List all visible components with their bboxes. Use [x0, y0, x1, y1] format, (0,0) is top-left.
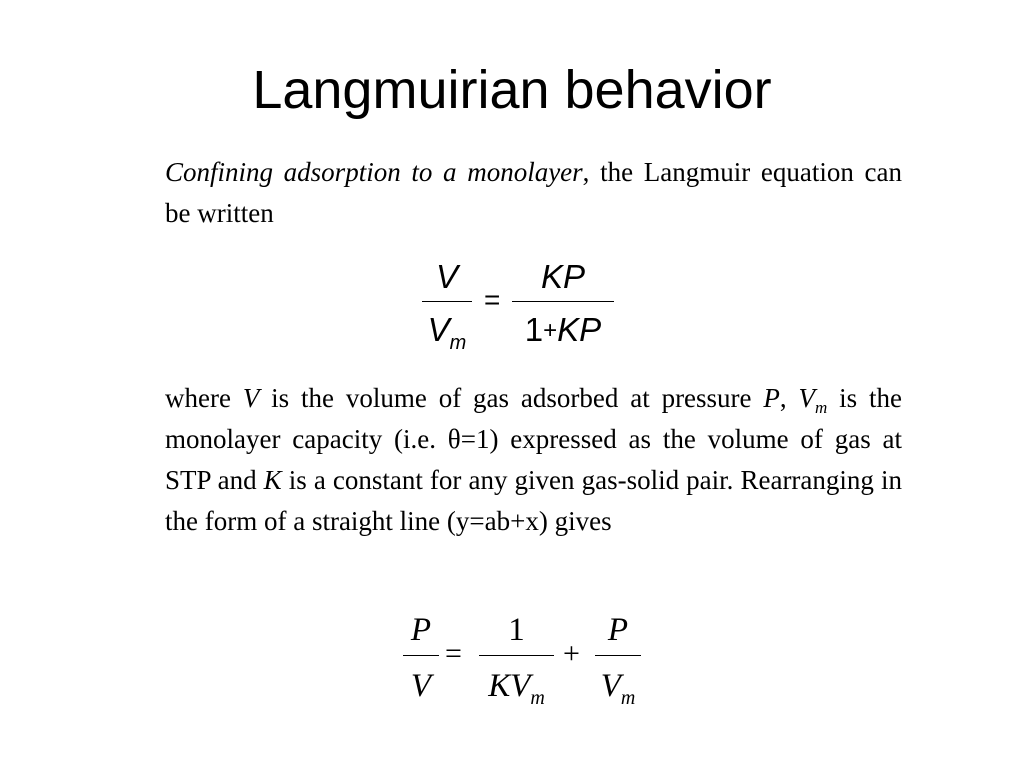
equals-sign: = — [445, 637, 462, 670]
lhs-fraction — [403, 610, 439, 710]
rhs-fraction — [595, 610, 641, 710]
lhs-numerator: V — [435, 258, 458, 295]
middle-denominator: $KV_m$ — [488, 668, 545, 709]
rhs-numerator: KP — [540, 258, 586, 295]
middle-numerator: 1 — [508, 612, 525, 648]
equals-sign: = — [484, 284, 501, 315]
rhs-fraction — [512, 256, 614, 356]
fraction-bar — [595, 655, 641, 656]
plus-sign: + — [563, 637, 580, 670]
middle-fraction — [479, 610, 554, 710]
lhs-denominator: V — [410, 668, 432, 704]
page-title: Langmuirian behavior — [252, 60, 772, 120]
lhs-fraction — [422, 256, 472, 356]
lhs-denominator: $V_m$ — [427, 311, 467, 354]
explanation-paragraph: where V is the volume of gas adsorbed at pressure P, $V_m$ is the monolayer capacity (i.e. θ=1) expressed as the volume of gas at STP and K is a constant for any given gas-solid pair. Rearranging in the form of a straight line (y=ab+x) gives — [165, 383, 902, 536]
fraction-bar — [403, 655, 439, 656]
fraction-bar — [512, 301, 614, 302]
fraction-bar — [422, 301, 472, 302]
rhs-denominator: 1+KP — [524, 311, 602, 348]
intro-text: , the Langmuir equation can be written — [165, 157, 902, 228]
intro-paragraph — [165, 152, 902, 234]
rhs-denominator: $V_m$ — [600, 668, 636, 709]
rhs-numerator: P — [607, 612, 629, 648]
intro-italic: Confining adsorption to a monolayer — [165, 157, 583, 187]
lhs-numerator: P — [410, 612, 432, 648]
fraction-bar — [479, 655, 554, 656]
